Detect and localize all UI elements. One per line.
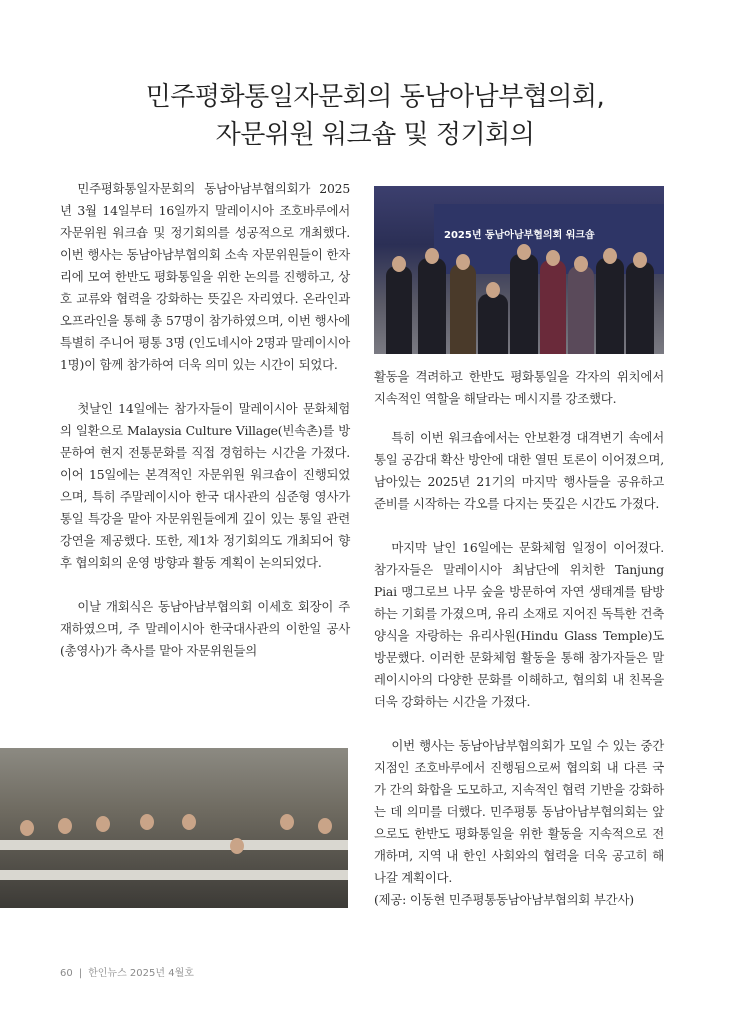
person-head — [633, 252, 647, 268]
right-column-top — [374, 366, 664, 410]
attendee-head — [20, 820, 34, 836]
person-head — [603, 248, 617, 264]
paragraph-opening: 이날 개회식은 동남아남부협의회 이세호 회장이 주재하였으며, 주 말레이시아 한국대사관의 이한일 공사(총영사)가 축사를 맡아 자문위원들의 — [60, 599, 350, 658]
banner-text: 2025년 동남아남부협의회 워크숍 — [444, 230, 595, 241]
publication-name: 한인뉴스 2025년 4월호 — [88, 968, 194, 979]
left-column — [60, 178, 350, 662]
group-photo — [374, 186, 664, 354]
paragraph-conclusion: 이번 행사는 동남아남부협의회가 모일 수 있는 중간 지점인 조호바루에서 진행됨으로써 협의회 내 다른 국가 간의 화합을 도모하고, 지속적인 협력 기반을 강화하는 데 의미를 더했다. 민주평통 동남아남부협의회는 앞으로도 한반도 평화통일을 위한 활동을 지속적으로 전개하며, 지역 내 한인 사회와의 협력을 더욱 공고히 해나갈 계획이다. — [374, 738, 664, 885]
conference-table — [0, 840, 348, 850]
person-figure — [418, 258, 446, 354]
conference-table — [0, 870, 348, 880]
attendee-head — [182, 814, 196, 830]
title-line-1: 민주평화통일자문회의 동남아남부협의회, — [145, 82, 605, 112]
attendee-head — [318, 818, 332, 834]
person-figure — [568, 266, 594, 354]
person-figure — [510, 254, 538, 354]
person-figure — [386, 266, 412, 354]
attendee-head — [230, 838, 244, 854]
person-head — [574, 256, 588, 272]
person-figure — [540, 260, 566, 354]
person-head — [456, 254, 470, 270]
person-figure — [596, 258, 624, 354]
paragraph-last-day: 마지막 날인 16일에는 문화체험 일정이 이어졌다. 참가자들은 말레이시아 최남단에 위치한 Tanjung Piai 맹그로브 나무 숲을 방문하여 자연 생태계를 탐방하는 기회를 가졌으며, 유리 소재로 지어진 독특한 건축 양식을 자랑하는 유리사원(Hindu Glass Temple)도 방문했다. 이러한 문화체험 활동을 통해 참가자들은 말레이시아의 다양한 문화를 이해하고, 협의회 내 친목을 더욱 강화하는 시간을 가졌다. — [374, 540, 664, 709]
person-head — [425, 248, 439, 264]
paragraph-day-one: 첫날인 14일에는 참가자들이 말레이시아 문화체험의 일환으로 Malaysia Culture Village(빈속촌)를 방문하여 현지 전통문화를 직접 경험하는 시간을 가졌다. 이어 15일에는 본격적인 자문위원 워크숍이 진행되었으며, 특히 주말레이시아 한국 대사관의 심준형 영사가 통일 특강을 맡아 자문위원들에게 깊이 있는 통일 관련 강연을 제공했다. 또한, 제1차 정기회의도 개최되어 향후 협의회의 운영 방향과 활동 계획이 논의되었다. — [60, 401, 350, 570]
right-column — [374, 427, 664, 911]
page-number: 60 — [60, 968, 73, 979]
conference-photo — [0, 748, 348, 908]
paragraph-continuation: 활동을 격려하고 한반도 평화통일을 각자의 위치에서 지속적인 역할을 해달라는 메시지를 강조했다. — [374, 369, 664, 406]
photo-credit: (제공: 이동현 민주평통동남아남부협의회 부간사) — [374, 892, 634, 907]
person-figure — [450, 264, 476, 354]
attendee-head — [58, 818, 72, 834]
attendee-head — [96, 816, 110, 832]
attendee-head — [280, 814, 294, 830]
paragraph-discussion: 특히 이번 워크숍에서는 안보환경 대격변기 속에서 통일 공감대 확산 방안에 대한 열띤 토론이 이어졌으며, 남아있는 2025년 21기의 마지막 행사들을 공유하고 준비를 시작하는 각오를 다지는 뜻깊은 시간도 가졌다. — [374, 430, 664, 511]
person-head — [546, 250, 560, 266]
person-head — [517, 244, 531, 260]
person-figure — [626, 262, 654, 354]
person-head — [392, 256, 406, 272]
person-head — [486, 282, 500, 298]
paragraph-intro: 민주평화통일자문회의 동남아남부협의회가 2025년 3월 14일부터 16일까지 말레이시아 조호바루에서 자문위원 워크숍 및 정기회의를 성공적으로 개최했다. 이번 행사는 동남아남부협의회 소속 자문위원들이 한자리에 모여 한반도 평화통일을 위한 논의를 진행하고, 상호 교류와 협력을 강화하는 뜻깊은 자리였다. 온라인과 오프라인을 통해 총 57명이 참가하였으며, 이번 행사에 특별히 주니어 평통 3명 (인도네시아 2명과 말레이시아 1명)이 함께 참가하여 더욱 의미 있는 시간이 되었다. — [60, 181, 350, 372]
footer-separator: | — [78, 968, 83, 979]
attendee-head — [140, 814, 154, 830]
title-line-2: 자문위원 워크숍 및 정기회의 — [215, 120, 535, 150]
article-title — [0, 78, 750, 154]
page-footer — [60, 964, 194, 979]
person-figure — [478, 294, 508, 354]
